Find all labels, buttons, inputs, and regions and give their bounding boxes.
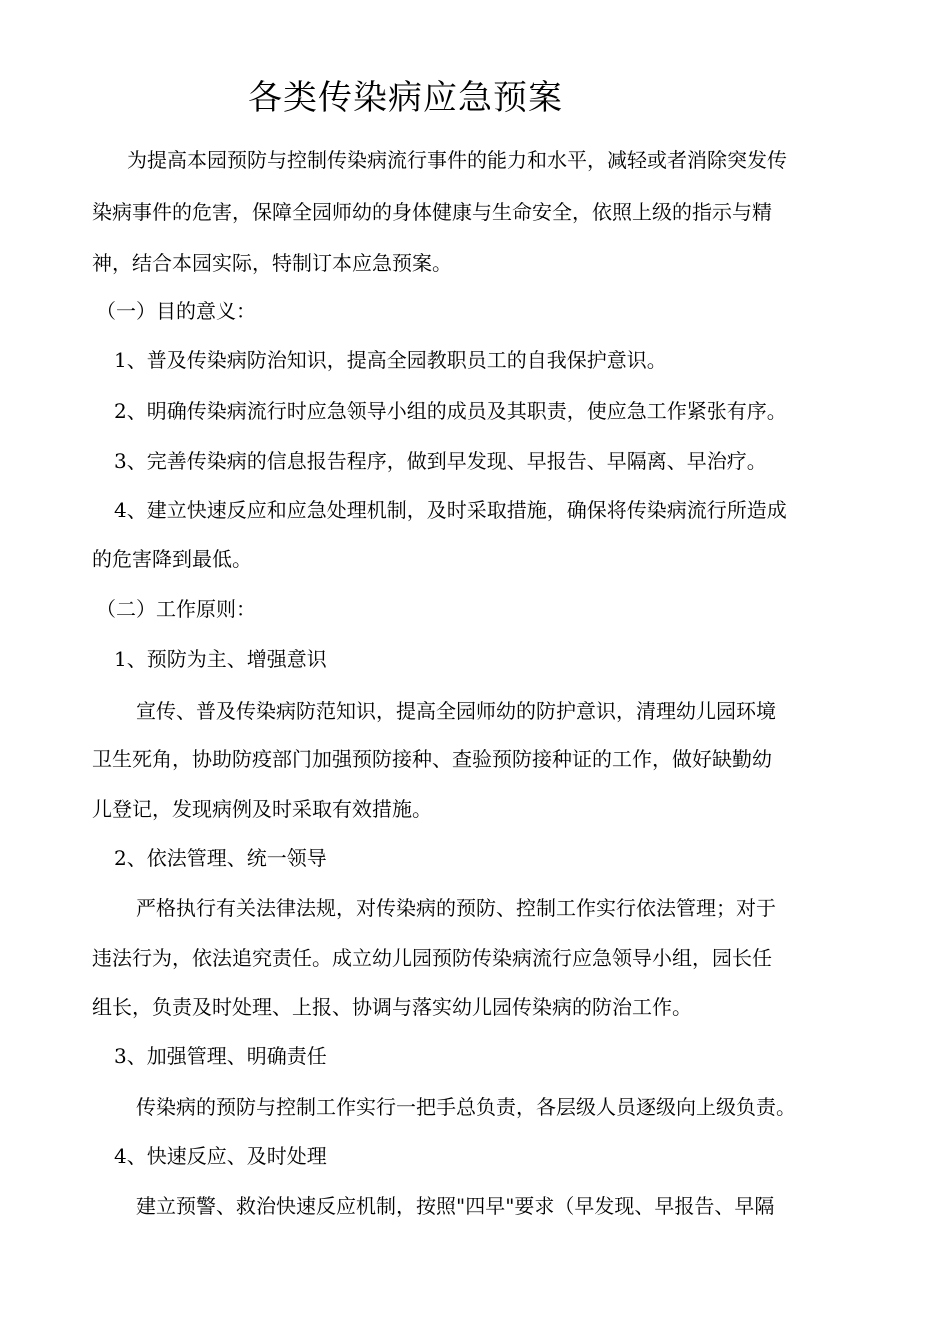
section-heading: （二）工作原则： xyxy=(96,597,256,621)
subheading: 2、依法管理、统一领导 xyxy=(114,846,327,870)
paragraph-line: 建立预警、救治快速反应机制，按照"四早"要求（早发现、早报告、早隔 xyxy=(136,1194,775,1218)
subheading: 1、预防为主、增强意识 xyxy=(114,647,327,671)
list-item: 4、建立快速反应和应急处理机制，及时采取措施，确保将传染病流行所造成 xyxy=(114,498,787,522)
paragraph-line: 神，结合本园实际，特制订本应急预案。 xyxy=(92,251,452,275)
paragraph-line: 儿登记，发现病例及时采取有效措施。 xyxy=(92,797,432,821)
paragraph-line: 组长，负责及时处理、上报、协调与落实幼儿园传染病的防治工作。 xyxy=(92,995,692,1019)
list-item: 3、完善传染病的信息报告程序，做到早发现、早报告、早隔离、早治疗。 xyxy=(114,449,767,473)
paragraph-line: 为提高本园预防与控制传染病流行事件的能力和水平，减轻或者消除突发传 xyxy=(127,148,787,172)
document-title: 各类传染病应急预案 xyxy=(248,78,563,118)
list-item: 1、普及传染病防治知识，提高全园教职员工的自我保护意识。 xyxy=(114,348,667,372)
paragraph-line: 卫生死角，协助防疫部门加强预防接种、查验预防接种证的工作，做好缺勤幼 xyxy=(92,747,772,771)
paragraph-line: 宣传、普及传染病防范知识，提高全园师幼的防护意识，清理幼儿园环境 xyxy=(136,699,776,723)
subheading: 4、快速反应、及时处理 xyxy=(114,1144,327,1168)
list-item: 2、明确传染病流行时应急领导小组的成员及其职责，使应急工作紧张有序。 xyxy=(114,399,787,423)
paragraph-line: 违法行为，依法追究责任。成立幼儿园预防传染病流行应急领导小组，园长任 xyxy=(92,946,772,970)
section-heading: （一）目的意义： xyxy=(96,299,256,323)
paragraph-line: 严格执行有关法律法规，对传染病的预防、控制工作实行依法管理；对于 xyxy=(136,896,776,920)
subheading: 3、加强管理、明确责任 xyxy=(114,1044,327,1068)
paragraph-line: 染病事件的危害，保障全园师幼的身体健康与生命安全，依照上级的指示与精 xyxy=(92,200,772,224)
paragraph-line: 的危害降到最低。 xyxy=(92,547,252,571)
paragraph-line: 传染病的预防与控制工作实行一把手总负责，各层级人员逐级向上级负责。 xyxy=(136,1095,796,1119)
